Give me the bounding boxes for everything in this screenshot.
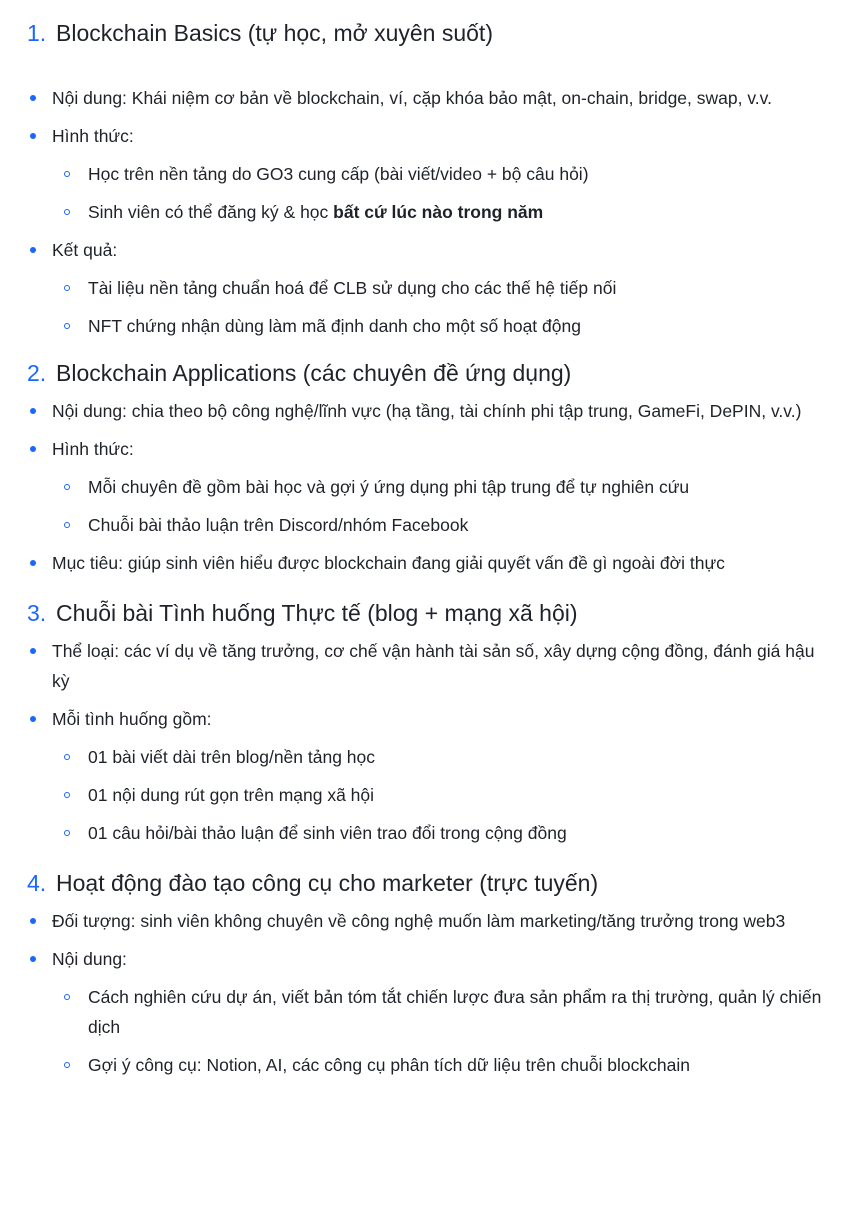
section-heading bbox=[27, 586, 834, 630]
bullet-dot-icon bbox=[30, 648, 36, 654]
bullet-circle-icon bbox=[64, 522, 70, 528]
section-blockchain-basics bbox=[27, 0, 834, 341]
sub-list-item: Tài liệu nền tảng chuẩn hoá để CLB sử dụng cho các thế hệ tiếp nối bbox=[52, 273, 834, 303]
bullet-circle-icon bbox=[64, 994, 70, 1000]
list-item: Thể loại: các ví dụ về tăng trưởng, cơ chế vận hành tài sản số, xây dựng cộng đồng, đánh giá hậu kỳ bbox=[27, 636, 834, 696]
section-case-studies bbox=[27, 586, 834, 848]
list-item: Đối tượng: sinh viên không chuyên về công nghệ muốn làm marketing/tăng trưởng trong web3 bbox=[27, 906, 834, 936]
section-title: Chuỗi bài Tình huống Thực tế (blog + mạng xã hội) bbox=[56, 600, 578, 626]
sub-list-item: 01 nội dung rút gọn trên mạng xã hội bbox=[52, 780, 834, 810]
bullet-dot-icon bbox=[30, 247, 36, 253]
section-heading bbox=[27, 0, 834, 50]
sub-list-item: Sinh viên có thể đăng ký & học bất cứ lúc nào trong năm bbox=[52, 197, 834, 227]
section-heading bbox=[27, 349, 834, 390]
bullet-list bbox=[27, 906, 834, 1080]
sub-list bbox=[52, 273, 834, 341]
sub-list-item: 01 bài viết dài trên blog/nền tảng học bbox=[52, 742, 834, 772]
bullet-circle-icon bbox=[64, 792, 70, 798]
sub-list-item: Học trên nền tảng do GO3 cung cấp (bài viết/video + bộ câu hỏi) bbox=[52, 159, 834, 189]
bullet-list bbox=[27, 83, 834, 341]
section-title: Blockchain Basics (tự học, mở xuyên suốt) bbox=[56, 20, 493, 46]
bullet-dot-icon bbox=[30, 956, 36, 962]
bullet-dot-icon bbox=[30, 716, 36, 722]
sub-list bbox=[52, 742, 834, 848]
bullet-list bbox=[27, 636, 834, 848]
bullet-circle-icon bbox=[64, 171, 70, 177]
section-title: Hoạt động đào tạo công cụ cho marketer (trực tuyến) bbox=[56, 870, 599, 896]
sub-list-item: Chuỗi bài thảo luận trên Discord/nhóm Facebook bbox=[52, 510, 834, 540]
bullet-circle-icon bbox=[64, 830, 70, 836]
bullet-circle-icon bbox=[64, 323, 70, 329]
sub-list-item: Gợi ý công cụ: Notion, AI, các công cụ phân tích dữ liệu trên chuỗi blockchain bbox=[52, 1050, 834, 1080]
bullet-circle-icon bbox=[64, 285, 70, 291]
bullet-circle-icon bbox=[64, 209, 70, 215]
sub-list-item: NFT chứng nhận dùng làm mã định danh cho một số hoạt động bbox=[52, 311, 834, 341]
bullet-dot-icon bbox=[30, 95, 36, 101]
section-number: 1. bbox=[27, 20, 47, 46]
section-heading bbox=[27, 856, 834, 900]
sub-list-item: Mỗi chuyên đề gồm bài học và gợi ý ứng dụng phi tập trung để tự nghiên cứu bbox=[52, 472, 834, 502]
section-number: 2. bbox=[27, 360, 47, 386]
bullet-dot-icon bbox=[30, 133, 36, 139]
bullet-circle-icon bbox=[64, 754, 70, 760]
sub-list bbox=[52, 472, 834, 540]
list-item: Kết quả: Tài liệu nền tảng chuẩn hoá để CLB sử dụng cho các thế hệ tiếp nối NFT chứng nhận dùng làm mã định danh cho một số hoạt động bbox=[27, 235, 834, 341]
section-marketer-training bbox=[27, 856, 834, 1080]
section-title: Blockchain Applications (các chuyên đề ứng dụng) bbox=[56, 360, 572, 386]
sub-list-item: Cách nghiên cứu dự án, viết bản tóm tắt chiến lược đưa sản phẩm ra thị trường, quản lý chiến dịch bbox=[52, 982, 834, 1042]
list-item: Hình thức: Học trên nền tảng do GO3 cung cấp (bài viết/video + bộ câu hỏi) Sinh viên có thể đăng ký & học bất cứ lúc nào trong năm bbox=[27, 121, 834, 227]
list-item: Hình thức: Mỗi chuyên đề gồm bài học và gợi ý ứng dụng phi tập trung để tự nghiên cứu Chuỗi bài thảo luận trên Discord/nhóm Facebook bbox=[27, 434, 834, 540]
sub-list bbox=[52, 982, 834, 1080]
list-item: Mỗi tình huống gồm: 01 bài viết dài trên blog/nền tảng học 01 nội dung rút gọn trên mạng xã hội 01 câu hỏi/bài thảo luận để sinh viên trao đổi trong cộng đồng bbox=[27, 704, 834, 848]
sub-list bbox=[52, 159, 834, 227]
bullet-dot-icon bbox=[30, 408, 36, 414]
bullet-circle-icon bbox=[64, 484, 70, 490]
list-item: Nội dung: Khái niệm cơ bản về blockchain, ví, cặp khóa bảo mật, on-chain, bridge, swap, v.v. bbox=[27, 83, 834, 113]
section-number: 3. bbox=[27, 600, 47, 626]
bullet-dot-icon bbox=[30, 918, 36, 924]
bullet-dot-icon bbox=[30, 446, 36, 452]
bullet-circle-icon bbox=[64, 1062, 70, 1068]
section-blockchain-applications bbox=[27, 349, 834, 578]
bullet-dot-icon bbox=[30, 560, 36, 566]
emphasis-text: bất cứ lúc nào trong năm bbox=[333, 202, 544, 222]
bullet-list bbox=[27, 396, 834, 578]
list-item: Nội dung: chia theo bộ công nghệ/lĩnh vực (hạ tầng, tài chính phi tập trung, GameFi, DePIN, v.v.) bbox=[27, 396, 834, 426]
sub-list-item: 01 câu hỏi/bài thảo luận để sinh viên trao đổi trong cộng đồng bbox=[52, 818, 834, 848]
section-number: 4. bbox=[27, 870, 47, 896]
list-item: Nội dung: Cách nghiên cứu dự án, viết bản tóm tắt chiến lược đưa sản phẩm ra thị trường, quản lý chiến dịch Gợi ý công cụ: Notion, AI, các công cụ phân tích dữ liệu trên chuỗi blockchain bbox=[27, 944, 834, 1080]
list-item: Mục tiêu: giúp sinh viên hiểu được blockchain đang giải quyết vấn đề gì ngoài đời thực bbox=[27, 548, 834, 578]
